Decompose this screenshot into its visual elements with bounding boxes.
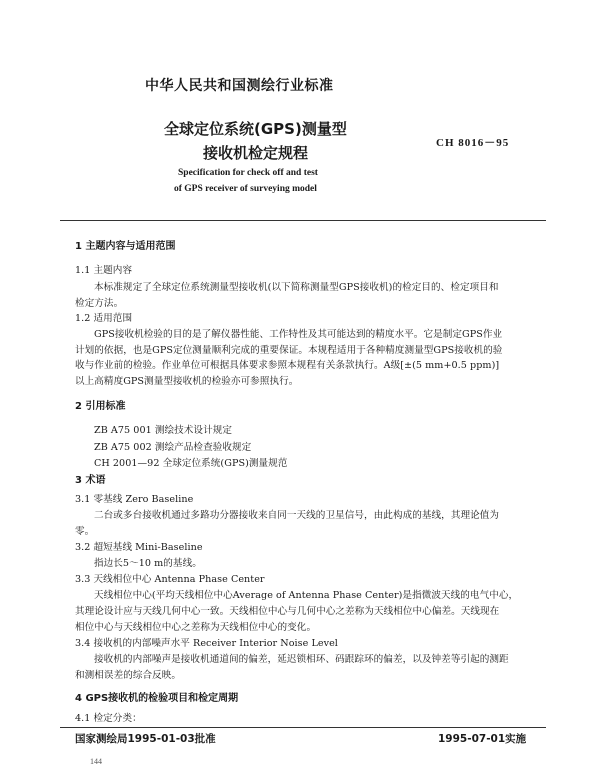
section-3-1-text: 零。 bbox=[75, 526, 95, 537]
section-4-heading: 4 GPS接收机的检验项目和检定周期 bbox=[75, 693, 239, 704]
section-1-2-text: 计划的依据，也是GPS定位测量顺利完成的重要保证。本规程适用于各种精度测量型GPS接收机的验 bbox=[75, 345, 503, 356]
reference-item: ZB A75 001 测绘技术设计规定 bbox=[94, 425, 233, 436]
english-title-line2: of GPS receiver of surveying model bbox=[174, 184, 317, 194]
section-1-2-text: GPS接收机检验的目的是了解仪器性能、工作特性及其可能达到的精度水平。它是制定GPS作业 bbox=[94, 329, 503, 340]
reference-item: ZB A75 002 测绘产品检查验收规定 bbox=[94, 442, 252, 453]
standard-code: CH 8016－95 bbox=[436, 137, 510, 149]
section-3-3-text: 天线相位中心(平均天线相位中心Average of Antenna Phase Center)是指微波天线的电气中心， bbox=[94, 590, 519, 601]
main-title-line2: 接收机检定规程 bbox=[203, 144, 309, 162]
footer-divider bbox=[60, 727, 546, 728]
section-3-1-text: 二台或多台接收机通过多路功分器接收来自同一天线的卫星信号，由此构成的基线，其理论值为 bbox=[94, 510, 500, 521]
section-1-1-text: 本标准规定了全球定位系统测量型接收机(以下简称测量型GPS接收机)的检定目的、检定项目和 bbox=[94, 282, 499, 293]
implementation-date: 1995-07-01实施 bbox=[438, 733, 527, 745]
section-1-heading: 1 主题内容与适用范围 bbox=[75, 241, 176, 252]
section-3-heading: 3 术语 bbox=[75, 475, 106, 486]
section-3-1-heading: 3.1 零基线 Zero Baseline bbox=[75, 494, 194, 505]
section-3-4-text: 接收机的内部噪声是接收机通道间的偏差，延迟锁相环、码跟踪环的偏差，以及钟差等引起的测距 bbox=[94, 654, 509, 665]
section-3-3-text: 相位中心与天线相位中心之差称为天线相位中心的变化。 bbox=[75, 622, 317, 633]
page-number: 144 bbox=[90, 757, 102, 766]
section-1-1-heading: 1.1 主题内容 bbox=[75, 265, 133, 276]
section-3-3-text: 其理论设计应与天线几何中心一致。天线相位中心与几何中心之差称为天线相位中心偏差。天线现在 bbox=[75, 606, 500, 617]
english-title-line1: Specification for check off and test bbox=[178, 168, 318, 178]
section-3-3-heading: 3.3 天线相位中心 Antenna Phase Center bbox=[75, 574, 265, 585]
org-title: 中华人民共和国测绘行业标准 bbox=[145, 78, 334, 94]
reference-item: CH 2001—92 全球定位系统(GPS)测量规范 bbox=[94, 458, 288, 469]
section-1-1-text: 检定方法。 bbox=[75, 298, 124, 309]
section-3-2-text: 指边长5～10 m的基线。 bbox=[94, 558, 202, 569]
header-divider bbox=[60, 220, 546, 221]
section-1-2-text: 以上高精度GPS测量型接收机的检验亦可参照执行。 bbox=[75, 376, 299, 387]
main-title-line1: 全球定位系统(GPS)测量型 bbox=[164, 120, 347, 138]
section-3-4-text: 和测相误差的综合反映。 bbox=[75, 670, 182, 681]
approval-date: 国家测绘局1995-01-03批准 bbox=[75, 733, 216, 745]
section-3-4-heading: 3.4 接收机的内部噪声水平 Receiver Interior Noise Level bbox=[75, 638, 338, 649]
section-3-2-heading: 3.2 超短基线 Mini-Baseline bbox=[75, 542, 203, 553]
section-1-2-text: 收与作业前的检验。作业单位可根据具体要求参照本规程有关条款执行。A级[±(5 mm+0.5 ppm)] bbox=[75, 360, 500, 371]
section-2-heading: 2 引用标准 bbox=[75, 401, 126, 412]
section-4-1-heading: 4.1 检定分类： bbox=[75, 713, 142, 724]
section-1-2-heading: 1.2 适用范围 bbox=[75, 313, 133, 324]
